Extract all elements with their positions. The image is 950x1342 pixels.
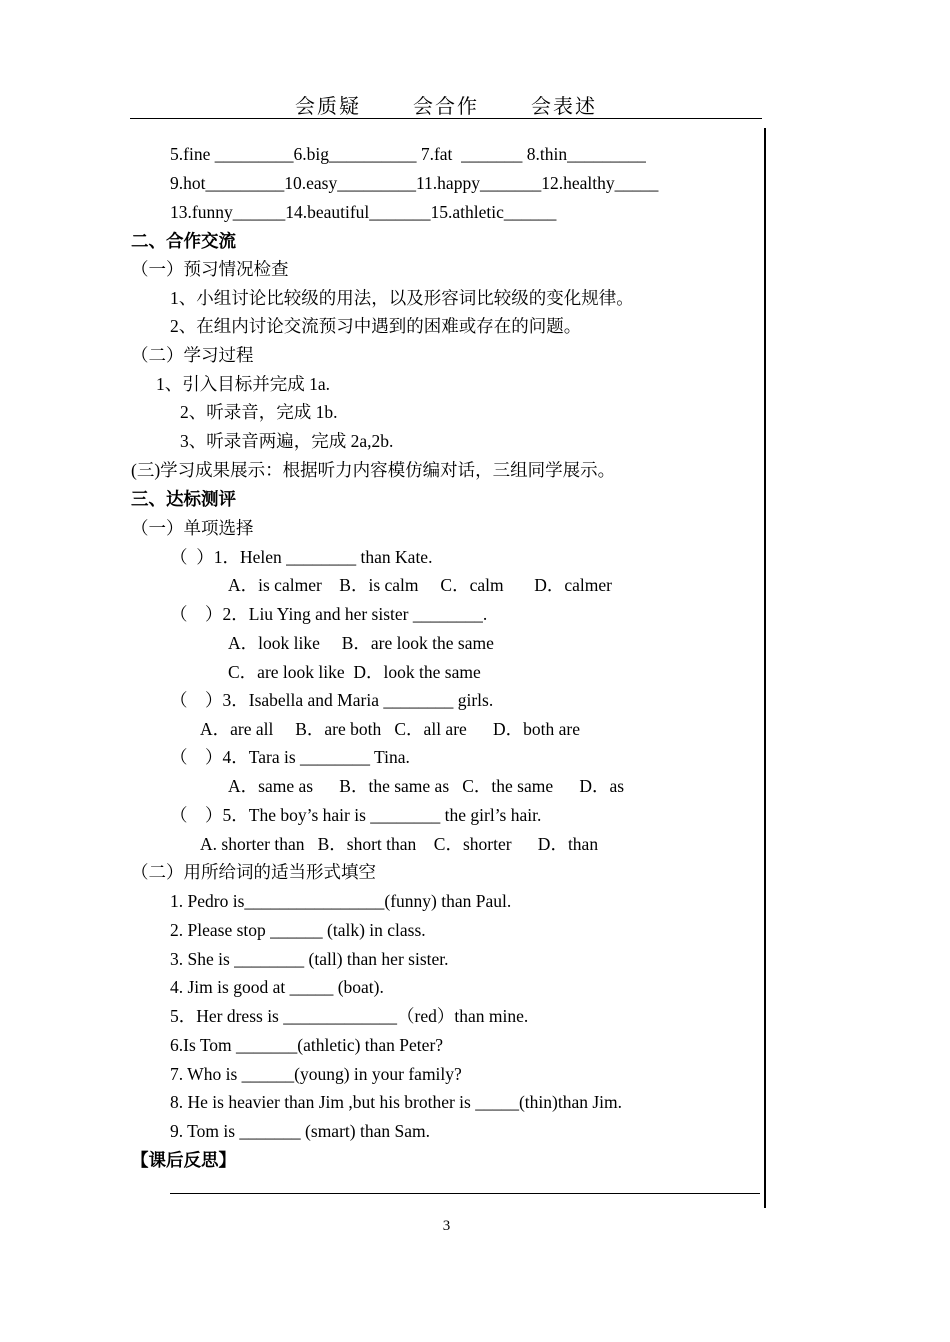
worksheet-line: （ ）4．Tara is ________ Tina. [170,747,410,767]
header-motto-1: 会质疑 [295,96,361,118]
worksheet-line: 4. Jim is good at _____ (boat). [170,977,384,997]
worksheet-line: 3. She is ________ (tall) than her sister. [170,949,449,969]
worksheet-line: A. shorter than B．short than C．shorter D．than [200,834,599,854]
section-heading: 【课后反思】 [131,1150,236,1170]
worksheet-line: A．same as B．the same as C．the same D．as [228,776,625,796]
worksheet-line: C．are look like D．look the same [228,662,481,682]
worksheet-line: （二）学习过程 [131,345,254,365]
right-margin-rule [764,128,766,1208]
worksheet-line: 8. He is heavier than Jim ,but his brother is _____(thin)than Jim. [170,1092,623,1112]
worksheet-line: A．look like B．are look the same [228,633,494,653]
worksheet-line: 9.hot_________10.easy_________11.happy_______12.healthy_____ [170,173,659,193]
worksheet-line: （ ）2．Liu Ying and her sister ________. [170,604,488,624]
worksheet-line: 6.Is Tom _______(athletic) than Peter? [170,1035,444,1055]
header-motto-3: 会表述 [531,96,597,118]
worksheet-line: 2、在组内讨论交流预习中遇到的困难或存在的问题。 [170,316,582,336]
worksheet-line: 3、听录音两遍，完成 2a,2b. [180,431,394,451]
worksheet-line: 13.funny______14.beautiful_______15.athletic______ [170,202,557,222]
worksheet-line: 2. Please stop ______ (talk) in class. [170,920,426,940]
worksheet-line: A．is calmer B．is calm C．calm D．calmer [228,575,612,595]
worksheet-line: 5．Her dress is _____________（red）than mine. [170,1006,529,1026]
worksheet-line: （一）单项选择 [131,518,254,538]
worksheet-line: （二）用所给词的适当形式填空 [131,862,376,882]
worksheet-line: （ ）1．Helen ________ than Kate. [170,547,433,567]
worksheet-line: （ ）3．Isabella and Maria ________ girls. [170,690,494,710]
worksheet-line: A．are all B．are both C．all are D．both are [200,719,581,739]
worksheet-line: 1、小组讨论比较级的用法，以及形容词比较级的变化规律。 [170,288,634,308]
worksheet-line: （一）预习情况检查 [131,259,289,279]
worksheet-line: （ ）5．The boy’s hair is ________ the girl’s hair. [170,805,542,825]
worksheet-line: 1、引入目标并完成 1a. [156,374,331,394]
page-header [130,90,762,119]
reflection-answer-line [170,1193,760,1194]
worksheet-line: 7. Who is ______(young) in your family? [170,1064,462,1084]
worksheet-line: 2、听录音，完成 1b. [180,402,338,422]
section-heading: 三、达标测评 [131,489,236,509]
worksheet-line: 5.fine _________6.big__________ 7.fat _______ 8.thin_________ [170,144,646,164]
worksheet-line: 9. Tom is _______ (smart) than Sam. [170,1121,430,1141]
header-motto-2: 会合作 [413,96,479,118]
section-heading: 二、合作交流 [131,231,236,251]
worksheet-line: 1. Pedro is________________(funny) than Paul. [170,891,512,911]
page-number: 3 [442,1218,451,1234]
worksheet-line: (三)学习成果展示：根据听力内容模仿编对话，三组同学展示。 [131,460,616,480]
